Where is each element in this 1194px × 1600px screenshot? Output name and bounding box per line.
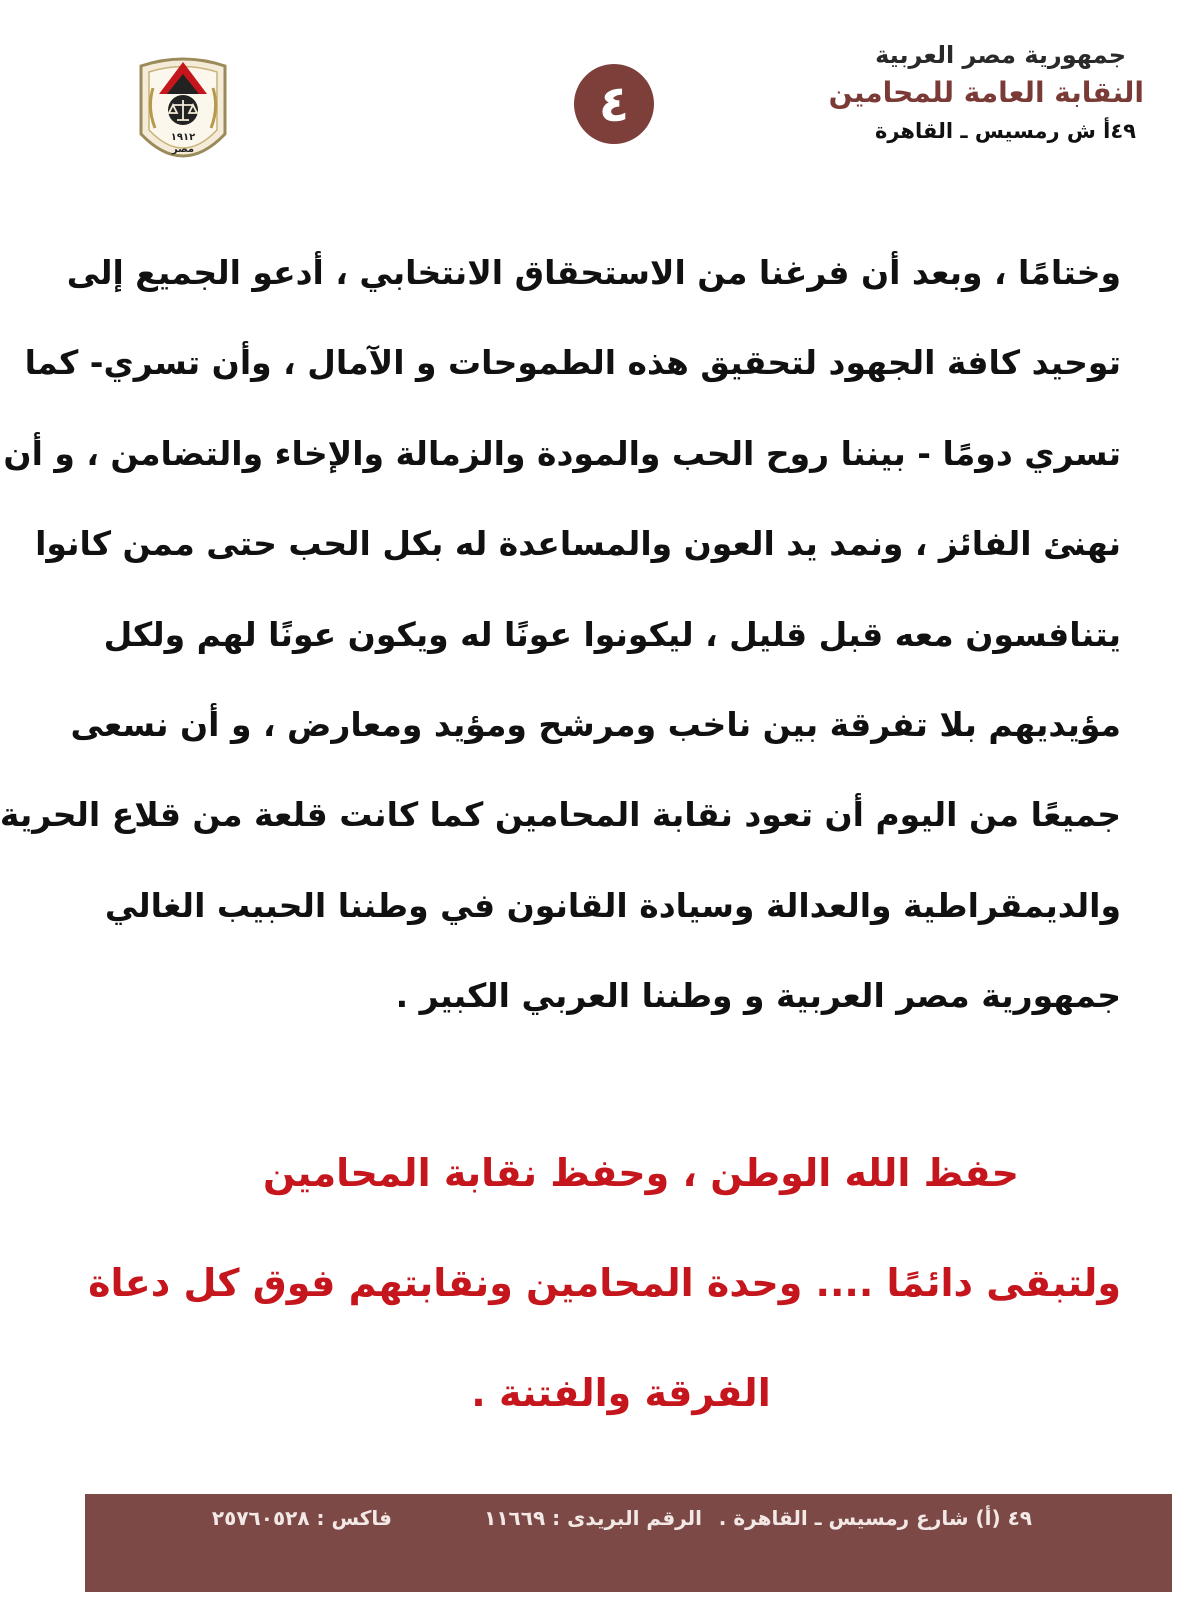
closing-line-2: ولتبقى دائمًا .... وحدة المحامين ونقابتهم فوق كل دعاة [88, 1261, 1121, 1305]
footer-address: ٤٩ (أ) شارع رمسيس ـ القاهرة . [718, 1506, 1032, 1530]
emblem-country: مصر [171, 144, 195, 155]
closing-statement [88, 1118, 1121, 1448]
country-name: جمهورية مصر العربية [875, 41, 1126, 69]
emblem-year: ١٩١٢ [170, 132, 196, 143]
body-line: جمهورية مصر العربية و وطننا العربي الكبير . [395, 976, 1121, 1016]
page-number: ٤ [598, 75, 630, 133]
body-line: مؤيديهم بلا تفرقة بين ناخب ومرشح ومؤيد ومعارض ، و أن نسعى [70, 704, 1121, 744]
organization-block [784, 38, 1144, 148]
page-number-badge [574, 64, 654, 144]
footer-bar [85, 1494, 1172, 1592]
footer-postal-code: الرقم البريدى : ١١٦٦٩ [484, 1506, 702, 1530]
body-line: نهنئ الفائز ، ونمد يد العون والمساعدة له بكل الحب حتى ممن كانوا [35, 524, 1121, 564]
bar-association-emblem-icon [133, 48, 233, 184]
body-line: توحيد كافة الجهود لتحقيق هذه الطموحات و الآمال ، وأن تسري- كما [24, 343, 1121, 383]
organization-address: ٤٩أ ش رمسيس ـ القاهرة [874, 119, 1136, 143]
closing-line-3: الفرقة والفتنة . [471, 1371, 771, 1415]
body-line: جميعًا من اليوم أن تعود نقابة المحامين كما كانت قلعة من قلاع الحرية [0, 795, 1121, 835]
footer-fax: فاكس : ٢٥٧٦٠٥٢٨ [211, 1506, 392, 1530]
body-line: والديمقراطية والعدالة وسيادة القانون في وطننا الحبيب الغالي [104, 885, 1121, 925]
letter-body [0, 228, 1121, 1042]
body-line: وختامًا ، وبعد أن فرغنا من الاستحقاق الانتخابي ، أدعو الجميع إلى [66, 253, 1121, 292]
body-line: تسري دومًا - بيننا روح الحب والمودة والزمالة والإخاء والتضامن ، و أن [3, 433, 1121, 473]
body-line: يتنافسون معه قبل قليل ، ليكونوا عونًا له ويكون عونًا لهم ولكل [103, 614, 1121, 654]
letterhead [63, 0, 1194, 200]
organization-name: النقابة العامة للمحامين [828, 76, 1144, 109]
closing-line-1: حفظ الله الوطن ، وحفظ نقابة المحامين [262, 1151, 1020, 1195]
